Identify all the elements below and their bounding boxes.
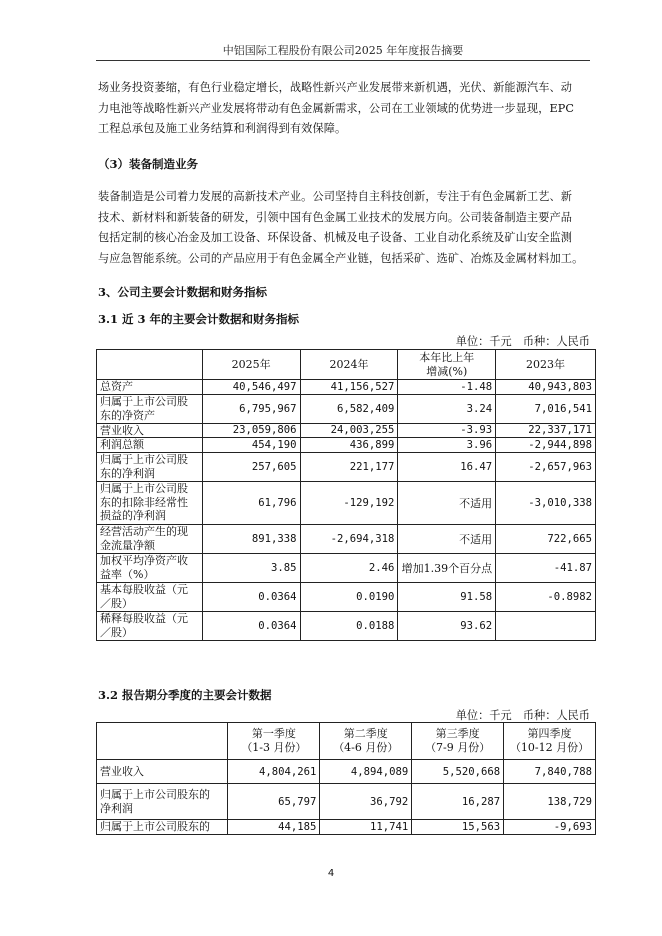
row-label: 经营活动产生的现 金流量净额 (97, 524, 203, 553)
table-cell: 4,804,261 (228, 760, 320, 784)
table-cell: 0.0364 (202, 611, 300, 640)
table-row (97, 452, 596, 481)
paragraph-line: 与应急智能系统。公司的产品应用于有色金属全产业链，包括采矿、选矿、冶炼及金属材料加工。 (98, 251, 584, 265)
row-label: 营业收入 (97, 423, 203, 438)
table1-unit: 单位：千元 币种：人民币 (455, 335, 590, 348)
table-cell: 3.85 (202, 553, 300, 582)
table-cell: -0.8982 (496, 582, 596, 611)
row-label: 营业收入 (97, 760, 228, 784)
paragraph-line: 力电池等战略性新兴产业发展将带动有色金属新需求，公司在工业领域的优势进一步显现，EPC (98, 101, 575, 115)
row-label: 总资产 (97, 380, 203, 395)
column-header (97, 350, 203, 380)
main-heading: 3、公司主要会计数据和财务指标 (98, 285, 267, 299)
table-row (97, 438, 596, 453)
table-cell: 4,894,089 (320, 760, 412, 784)
table-cell: 65,797 (228, 784, 320, 820)
table-cell: 增加1.39个百分点 (398, 553, 496, 582)
table-cell: 7,840,788 (504, 760, 596, 784)
table-cell: -3.93 (398, 423, 496, 438)
table-cell: -129,192 (300, 481, 398, 524)
table-cell: 257,605 (202, 452, 300, 481)
table-cell: 不适用 (398, 524, 496, 553)
table-row (97, 760, 596, 784)
table-cell: -1.48 (398, 380, 496, 395)
document-header: 中铝国际工程股份有限公司2025 年年度报告摘要 (222, 44, 464, 57)
table-cell: 436,899 (300, 438, 398, 453)
table-cell: 3.96 (398, 438, 496, 453)
table-cell: 44,185 (228, 820, 320, 835)
table-cell: 91.58 (398, 582, 496, 611)
table2-unit: 单位：千元 币种：人民币 (455, 709, 590, 722)
paragraph-line: 装备制造是公司着力发展的高新技术产业。公司坚持自主科技创新，专注于有色金属新工艺、新 (98, 190, 573, 203)
column-header: 第二季度 （4-6 月份） (320, 723, 412, 760)
table-cell (496, 611, 596, 640)
table-cell: 93.62 (398, 611, 496, 640)
table-row (97, 553, 596, 582)
table-cell: 40,546,497 (202, 380, 300, 395)
column-header (97, 723, 228, 760)
header-rule (96, 60, 590, 61)
table-row (97, 524, 596, 553)
paragraph-line: 技术、新材料和新装备的研发，引领中国有色金属工业技术的发展方向。公司装备制造主要产品 (98, 210, 573, 224)
table1-heading: 3.1 近 3 年的主要会计数据和财务指标 (98, 312, 300, 326)
table-cell: 41,156,527 (300, 380, 398, 395)
table-cell: 0.0190 (300, 582, 398, 611)
table-row (97, 820, 596, 835)
table-cell: -3,010,338 (496, 481, 596, 524)
table-cell: 2.46 (300, 553, 398, 582)
table-cell: 7,016,541 (496, 394, 596, 423)
table2-heading: 3.2 报告期分季度的主要会计数据 (98, 688, 272, 702)
column-header: 第一季度 （1-3 月份） (228, 723, 320, 760)
column-header: 第三季度 （7-9 月份） (412, 723, 504, 760)
table-row (97, 784, 596, 820)
table-row (97, 380, 596, 395)
table-cell: 24,003,255 (300, 423, 398, 438)
column-header: 第四季度 （10-12 月份） (504, 723, 596, 760)
table-cell: 40,943,803 (496, 380, 596, 395)
table-cell: 11,741 (320, 820, 412, 835)
column-header: 本年比上年 增减(%) (398, 350, 496, 380)
row-label: 利润总额 (97, 438, 203, 453)
table-cell: 16.47 (398, 452, 496, 481)
paragraph-line: 场业务投资萎缩，有色行业稳定增长，战略性新兴产业发展带来新机遇，光伏、新能源汽车、动 (98, 81, 573, 94)
table-cell: -41.87 (496, 553, 596, 582)
quarterly-financial-table (96, 722, 596, 835)
table-cell: -2,694,318 (300, 524, 398, 553)
table-cell: -9,693 (504, 820, 596, 835)
table-cell: 454,190 (202, 438, 300, 453)
table-cell: 722,665 (496, 524, 596, 553)
table-cell: 0.0364 (202, 582, 300, 611)
table-cell: 0.0188 (300, 611, 398, 640)
table-cell: -2,657,963 (496, 452, 596, 481)
row-label: 基本每股收益（元 ／股） (97, 582, 203, 611)
intro-paragraph (98, 78, 592, 140)
table-cell: 36,792 (320, 784, 412, 820)
table-row (97, 611, 596, 640)
table-cell: 6,795,967 (202, 394, 300, 423)
table-cell: 3.24 (398, 394, 496, 423)
table-cell: 16,287 (412, 784, 504, 820)
page-number: 4 (327, 868, 335, 879)
table-cell: 61,796 (202, 481, 300, 524)
table-cell: -2,944,898 (496, 438, 596, 453)
table-cell: 15,563 (412, 820, 504, 835)
table-row (97, 423, 596, 438)
section-heading-equipment: （3）装备制造业务 (98, 157, 199, 171)
column-header: 2025年 (202, 350, 300, 380)
row-label: 稀释每股收益（元 ／股） (97, 611, 203, 640)
column-header: 2023年 (496, 350, 596, 380)
table-cell: 23,059,806 (202, 423, 300, 438)
paragraph-line: 工程总承包及施工业务结算和利润得到有效保障。 (98, 122, 347, 135)
row-label: 加权平均净资产收 益率（%） (97, 553, 203, 582)
table-row (97, 582, 596, 611)
table-cell: 不适用 (398, 481, 496, 524)
row-label: 归属于上市公司股东的 (97, 820, 228, 835)
table-row (97, 394, 596, 423)
table-cell: 6,582,409 (300, 394, 398, 423)
row-label: 归属于上市公司股 东的净资产 (97, 394, 203, 423)
table-cell: 22,337,171 (496, 423, 596, 438)
table-row (97, 481, 596, 524)
annual-financial-table (96, 349, 596, 641)
row-label: 归属于上市公司股 东的扣除非经常性 损益的净利润 (97, 481, 203, 524)
column-header: 2024年 (300, 350, 398, 380)
row-label: 归属于上市公司股 东的净利润 (97, 452, 203, 481)
table-cell: 5,520,668 (412, 760, 504, 784)
paragraph-line: 包括定制的核心冶金及加工设备、环保设备、机械及电子设备、工业自动化系统及矿山安全监测 (98, 231, 573, 244)
table-cell: 221,177 (300, 452, 398, 481)
row-label: 归属于上市公司股东的 净利润 (97, 784, 228, 820)
equipment-paragraph (98, 187, 592, 269)
table-cell: 138,729 (504, 784, 596, 820)
table-cell: 891,338 (202, 524, 300, 553)
